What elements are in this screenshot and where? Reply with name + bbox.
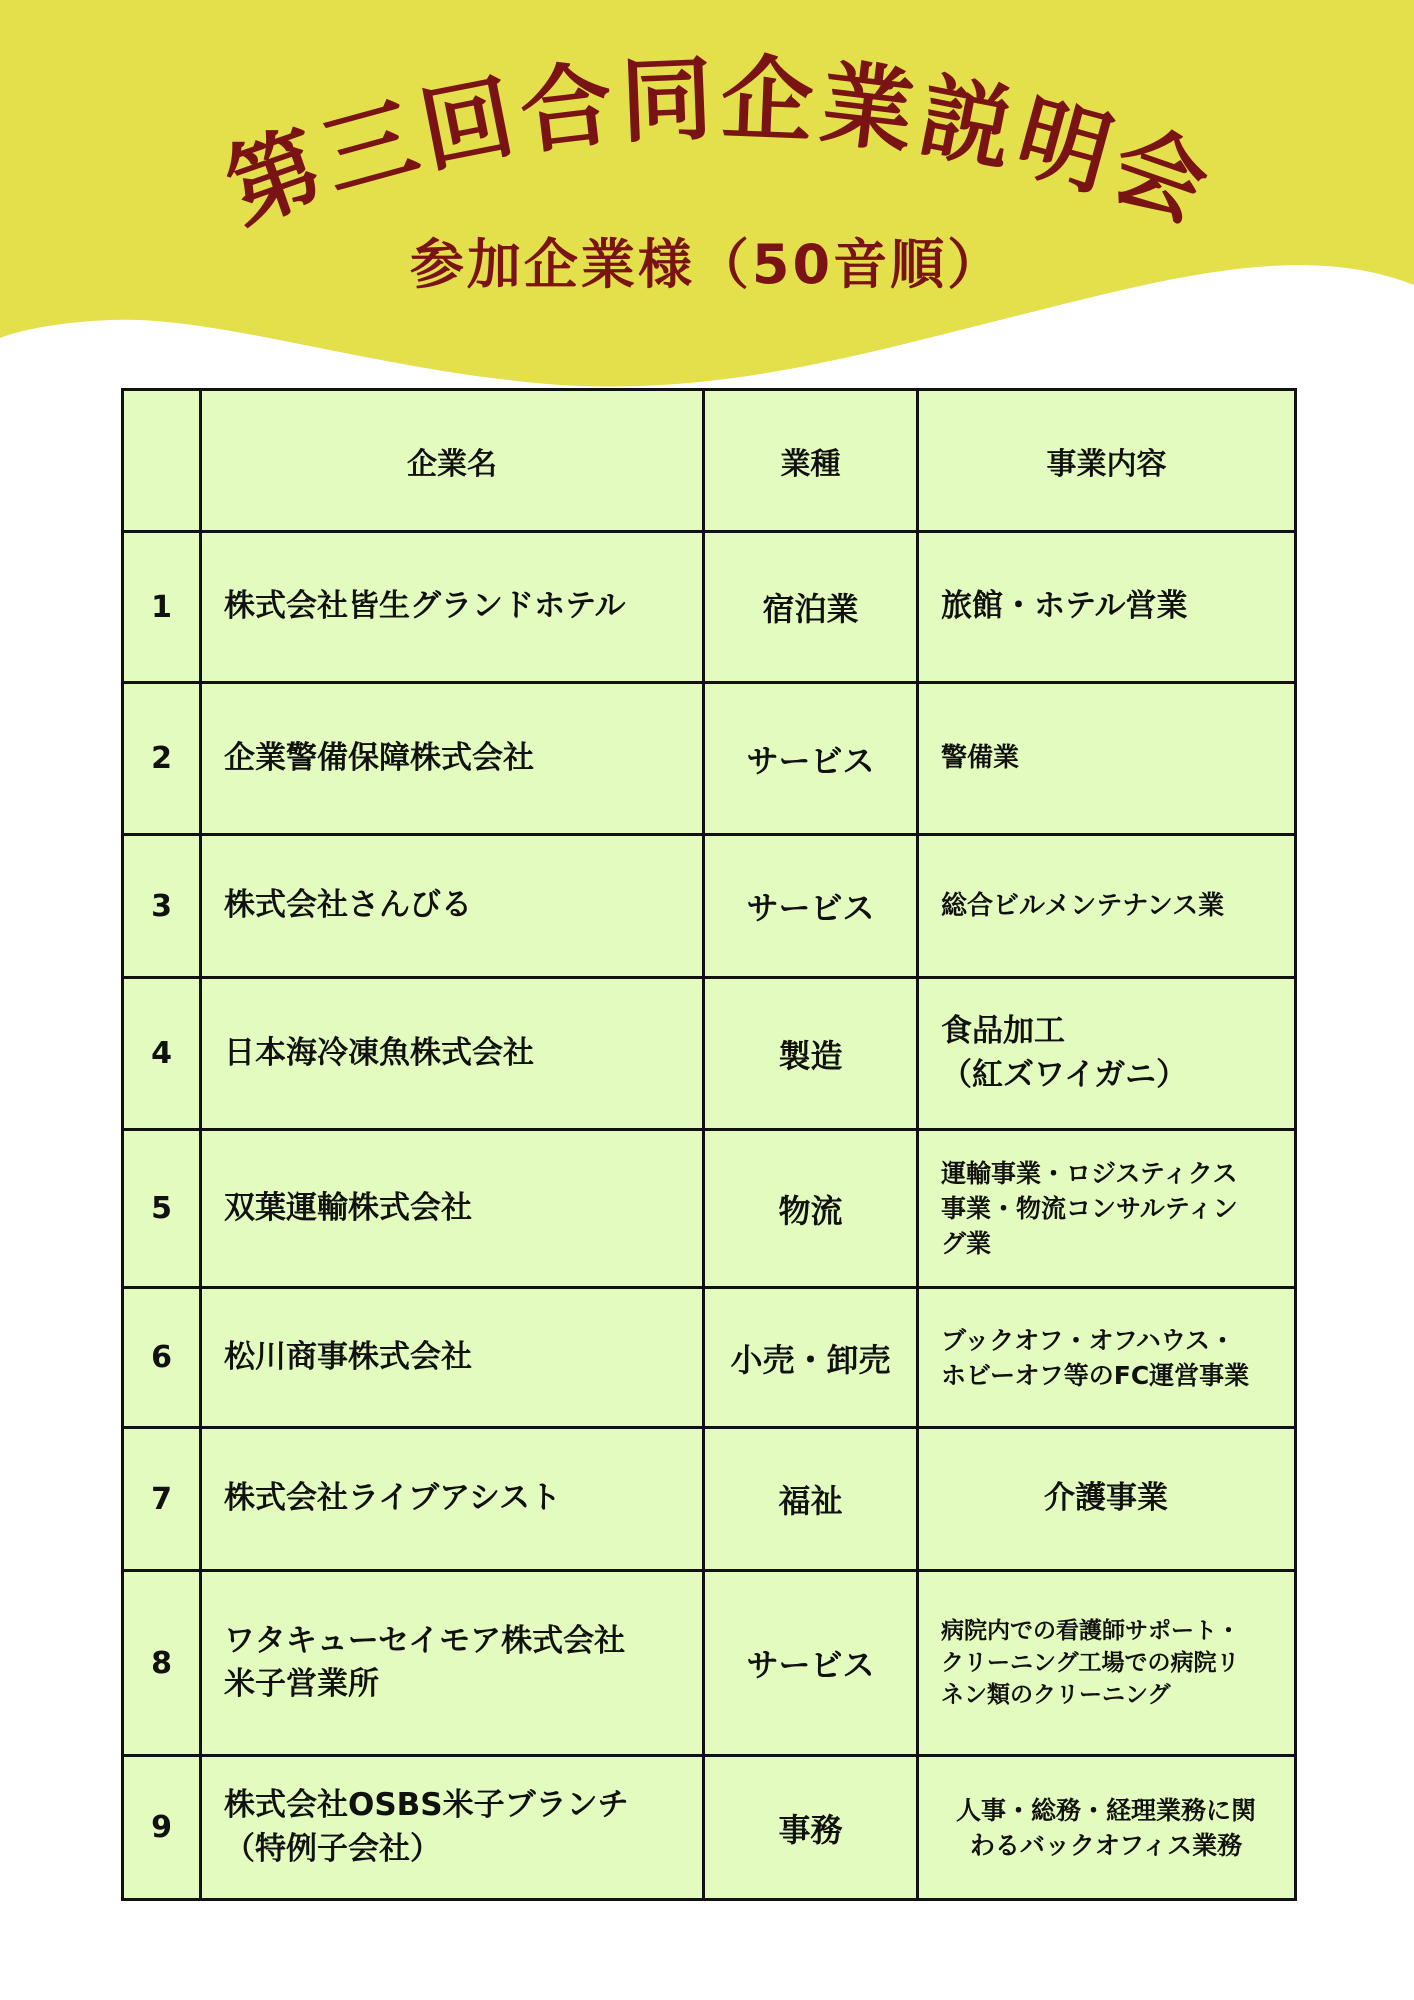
- company-name: 株式会社ライブアシスト: [201, 1428, 704, 1571]
- row-number: 7: [123, 1428, 201, 1571]
- industry: サービス: [704, 683, 918, 835]
- description: 旅館・ホテル営業: [918, 532, 1296, 683]
- company-name: ワタキューセイモア株式会社 米子営業所: [201, 1571, 704, 1756]
- description: 病院内での看護師サポート・ クリーニング工場での病院リ ネン類のクリーニング: [918, 1571, 1296, 1756]
- industry: サービス: [704, 835, 918, 978]
- row-number: 6: [123, 1288, 201, 1428]
- main-title: [0, 0, 1414, 360]
- col-header-number: [123, 390, 201, 532]
- row-number: 9: [123, 1756, 201, 1900]
- description: 総合ビルメンテナンス業: [918, 835, 1296, 978]
- row-number: 3: [123, 835, 201, 978]
- description: ブックオフ・オフハウス・ ホビーオフ等のFC運営事業: [918, 1288, 1296, 1428]
- table-row: [123, 1571, 1296, 1756]
- industry: サービス: [704, 1571, 918, 1756]
- table-row: [123, 835, 1296, 978]
- row-number: 2: [123, 683, 201, 835]
- svg-text:第三回合同企業説明会: [213, 45, 1226, 243]
- col-header-industry: 業種: [704, 390, 918, 532]
- company-name: 企業警備保障株式会社: [201, 683, 704, 835]
- table-row: [123, 1756, 1296, 1900]
- description: 食品加工 （紅ズワイガニ）: [918, 978, 1296, 1130]
- table-row: [123, 1288, 1296, 1428]
- company-name: 日本海冷凍魚株式会社: [201, 978, 704, 1130]
- row-number: 8: [123, 1571, 201, 1756]
- description: 警備業: [918, 683, 1296, 835]
- industry: 事務: [704, 1756, 918, 1900]
- industry: 小売・卸売: [704, 1288, 918, 1428]
- industry: 宿泊業: [704, 532, 918, 683]
- company-name: 株式会社皆生グランドホテル: [201, 532, 704, 683]
- table-row: [123, 683, 1296, 835]
- company-table-wrap: [121, 388, 1294, 1901]
- table-row: [123, 978, 1296, 1130]
- row-number: 4: [123, 978, 201, 1130]
- table-header-row: [123, 390, 1296, 532]
- description: 運輸事業・ロジスティクス 事業・物流コンサルティン グ業: [918, 1130, 1296, 1288]
- industry: 製造: [704, 978, 918, 1130]
- table-row: [123, 1130, 1296, 1288]
- main-title-text: 第三回合同企業説明会: [213, 45, 1227, 244]
- company-name: 松川商事株式会社: [201, 1288, 704, 1428]
- description: 人事・総務・経理業務に関 わるバックオフィス業務: [918, 1756, 1296, 1900]
- company-name: 株式会社OSBS米子ブランチ （特例子会社）: [201, 1756, 704, 1900]
- row-number: 1: [123, 532, 201, 683]
- table-row: [123, 1428, 1296, 1571]
- col-header-description: 事業内容: [918, 390, 1296, 532]
- row-number: 5: [123, 1130, 201, 1288]
- company-table: [121, 388, 1297, 1901]
- company-name: 株式会社さんびる: [201, 835, 704, 978]
- col-header-company: 企業名: [201, 390, 704, 532]
- description: 介護事業: [918, 1428, 1296, 1571]
- subtitle: 参加企業様（50音順）: [409, 233, 1005, 296]
- table-row: [123, 532, 1296, 683]
- industry: 福祉: [704, 1428, 918, 1571]
- company-name: 双葉運輸株式会社: [201, 1130, 704, 1288]
- industry: 物流: [704, 1130, 918, 1288]
